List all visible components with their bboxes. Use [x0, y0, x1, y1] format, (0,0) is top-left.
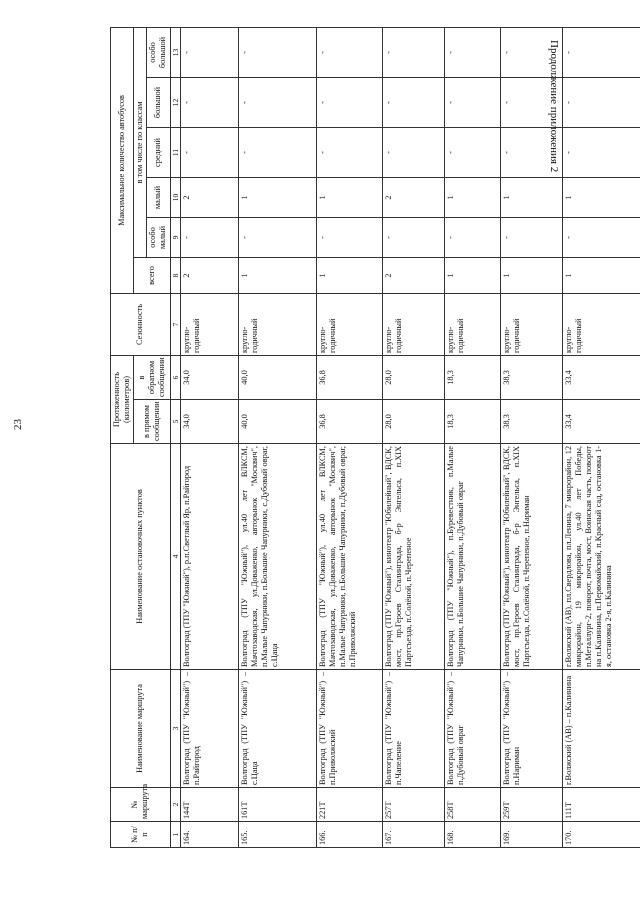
row-large: - — [238, 77, 316, 127]
header-length-fwd: в прямом сообщении — [134, 400, 170, 444]
row-extra-large: - — [562, 27, 640, 77]
row-length-back: 38,3 — [500, 355, 562, 399]
row-season: кругло-годичный — [316, 293, 382, 355]
row-route-name: Волгоград (ТПУ "Южный") – п.Приволжский — [316, 670, 382, 788]
header-route-name: Наименование маршрута — [111, 670, 171, 788]
table-row — [238, 27, 316, 847]
table-row — [316, 27, 382, 847]
row-length-fwd: 33,4 — [562, 400, 640, 444]
column-number: 6 — [170, 355, 180, 399]
row-medium: - — [180, 127, 238, 177]
row-stops: Волгоград (ТПУ "Южный"), п.Буревестник, п.Малые Чапурники, п.Большие Чапурники, п.Дубовый овраг — [444, 444, 500, 670]
row-num: 165. — [238, 822, 316, 848]
row-extra-large: - — [238, 27, 316, 77]
row-small: 1 — [316, 177, 382, 217]
row-large: - — [444, 77, 500, 127]
row-route-name: Волгоград (ТПУ "Южный") – п.Нариман — [500, 670, 562, 788]
row-season: кругло-годичный — [562, 293, 640, 355]
row-length-fwd: 34,0 — [180, 400, 238, 444]
row-total: 2 — [382, 257, 444, 293]
row-extra-small: - — [180, 217, 238, 257]
row-medium: - — [444, 127, 500, 177]
table-row — [382, 27, 444, 847]
appendix-caption-text: Продолжение приложения 2 — [548, 40, 560, 173]
header-num: № п/п — [111, 822, 171, 848]
row-medium: - — [500, 127, 562, 177]
row-route-no: 161Т — [238, 788, 316, 822]
row-stops: Волгоград (ТПУ "Южный"), кинотеатр "Юбилейный", ВДСК, мост, пр.Героев Сталинграда, б-р Энгельса, п.XIX Партсъезда, п.Солёной, п.Черепеное — [382, 444, 444, 670]
header-total: всего — [134, 257, 170, 293]
row-stops: Волгоград (ТПУ "Южный"), ул.40 лет ВЛКСМ, Мачтозаводская, ул.Доваженко, авторынок "Москвич", п.Малые Чапурники, п.Большие Чапурники, с.Дубовый овраг, с.Цаца — [238, 444, 316, 670]
row-route-name: г.Волжский (АВ) – п.Калинина — [562, 670, 640, 788]
row-large: - — [382, 77, 444, 127]
header-large: большой — [147, 77, 170, 127]
row-medium: - — [562, 127, 640, 177]
row-length-back: 34,0 — [180, 355, 238, 399]
row-total: 2 — [180, 257, 238, 293]
row-medium: - — [316, 127, 382, 177]
page-number: 23 — [12, 419, 24, 430]
row-length-back: 33,4 — [562, 355, 640, 399]
table-body — [180, 27, 640, 847]
row-extra-small: - — [238, 217, 316, 257]
row-small: 1 — [562, 177, 640, 217]
row-extra-small: - — [444, 217, 500, 257]
row-num: 168. — [444, 822, 500, 848]
row-large: - — [316, 77, 382, 127]
row-length-back: 36,8 — [316, 355, 382, 399]
row-extra-small: - — [382, 217, 444, 257]
row-total: 1 — [238, 257, 316, 293]
header-by-class: в том числе по классам — [134, 27, 147, 257]
row-large: - — [180, 77, 238, 127]
row-extra-large: - — [180, 27, 238, 77]
row-season: кругло-годичный — [500, 293, 562, 355]
row-extra-large: - — [382, 27, 444, 77]
header-extra-large: особо большой — [147, 27, 170, 77]
row-large: - — [562, 77, 640, 127]
column-number: 8 — [170, 257, 180, 293]
row-length-back: 28,0 — [382, 355, 444, 399]
column-number: 9 — [170, 217, 180, 257]
row-length-fwd: 38,3 — [500, 400, 562, 444]
header-extra-small: особо малый — [147, 217, 170, 257]
column-number: 13 — [170, 27, 180, 77]
row-small: 2 — [180, 177, 238, 217]
column-number: 1 — [170, 822, 180, 848]
row-route-name: Волгоград (ТПУ "Южный") – п.Чапеление — [382, 670, 444, 788]
column-number: 11 — [170, 127, 180, 177]
row-stops: г.Волжский (АВ), пл.Свердлова, пл.Ленина, 7 микрорайон, 12 микрорайон, 19 микрорайон, ул.40 лет Победы, п.Металлург-2, поворот, почта, мост, Воинская часть, поворот на п.Калинина, п.Первомайский, п.Красный сад, остановка 1-я, остановка 2-я, п.Калинина — [562, 444, 640, 670]
row-num: 170. — [562, 822, 640, 848]
header-length: Протяженность (километров) — [111, 355, 134, 443]
header-route-no: № маршрута — [111, 788, 171, 822]
row-extra-large: - — [444, 27, 500, 77]
row-num: 167. — [382, 822, 444, 848]
row-num: 169. — [500, 822, 562, 848]
header-medium: средний — [147, 127, 170, 177]
row-small: 1 — [500, 177, 562, 217]
table-row — [180, 27, 238, 847]
row-route-no: 258Т — [444, 788, 500, 822]
column-number: 7 — [170, 293, 180, 355]
row-route-no: 257Т — [382, 788, 444, 822]
routes-table — [110, 27, 640, 848]
header-small: малый — [147, 177, 170, 217]
column-number: 3 — [170, 670, 180, 788]
row-route-name: Волгоград (ТПУ "Южный") – п.Райгород — [180, 670, 238, 788]
row-extra-small: - — [562, 217, 640, 257]
row-total: 1 — [316, 257, 382, 293]
row-small: 1 — [444, 177, 500, 217]
header-season: Сезонность — [111, 293, 171, 355]
table-header — [111, 27, 181, 847]
row-small: 2 — [382, 177, 444, 217]
row-total: 1 — [500, 257, 562, 293]
row-length-fwd: 28,0 — [382, 400, 444, 444]
row-large: - — [500, 77, 562, 127]
column-number: 2 — [170, 788, 180, 822]
row-num: 164. — [180, 822, 238, 848]
row-total: 1 — [562, 257, 640, 293]
row-route-name: Волгоград (ТПУ "Южный") – с.Цаца — [238, 670, 316, 788]
row-num: 166. — [316, 822, 382, 848]
row-stops: Волгоград (ТПУ "Южный"), р.п.Светлый Яр, п.Райгород — [180, 444, 238, 670]
header-stops: Наименование остановочных пунктов — [111, 444, 171, 670]
row-small: 1 — [238, 177, 316, 217]
row-route-no: 221Т — [316, 788, 382, 822]
row-medium: - — [382, 127, 444, 177]
table-row — [444, 27, 500, 847]
row-route-no: 259Т — [500, 788, 562, 822]
header-length-back: в обратном сообщении — [134, 355, 170, 399]
row-season: кругло-годичный — [444, 293, 500, 355]
column-number-row — [170, 27, 180, 847]
row-season: кругло-годичный — [382, 293, 444, 355]
column-number: 10 — [170, 177, 180, 217]
row-length-fwd: 40,0 — [238, 400, 316, 444]
table-row — [562, 27, 640, 847]
row-extra-small: - — [316, 217, 382, 257]
column-number: 5 — [170, 400, 180, 444]
routes-table-container — [110, 28, 630, 848]
row-stops: Волгоград (ТПУ "Южный"), кинотеатр "Юбилейный", ВДСК, мост, пр.Героев Сталинграда, б-р Энгельса, п.XIX Партсъезда, п.Солёной, п.Черепеное, п.Нариман — [500, 444, 562, 670]
row-season: кругло-годичный — [180, 293, 238, 355]
row-length-fwd: 36,8 — [316, 400, 382, 444]
row-route-no: 144Т — [180, 788, 238, 822]
column-number: 4 — [170, 444, 180, 670]
table-row — [500, 27, 562, 847]
row-length-fwd: 18,3 — [444, 400, 500, 444]
column-number: 12 — [170, 77, 180, 127]
row-extra-large: - — [500, 27, 562, 77]
row-extra-large: - — [316, 27, 382, 77]
row-length-back: 40,0 — [238, 355, 316, 399]
row-length-back: 18,3 — [444, 355, 500, 399]
row-extra-small: - — [500, 217, 562, 257]
row-medium: - — [238, 127, 316, 177]
row-stops: Волгоград (ТПУ "Южный"), ул.40 лет ВЛКСМ, Мачтозаводская, ул.Доваженко, авторынок "Москвич", п.Малые Чапурники, п.Большие Чапурники, п.Дубовый овраг, п.Приволжский — [316, 444, 382, 670]
row-total: 1 — [444, 257, 500, 293]
row-route-no: 111Т — [562, 788, 640, 822]
row-route-name: Волгоград (ТПУ "Южный") – п.Дубовый овраг — [444, 670, 500, 788]
header-max-buses: Максимальное количество автобусов — [111, 27, 134, 293]
row-season: кругло-годичный — [238, 293, 316, 355]
